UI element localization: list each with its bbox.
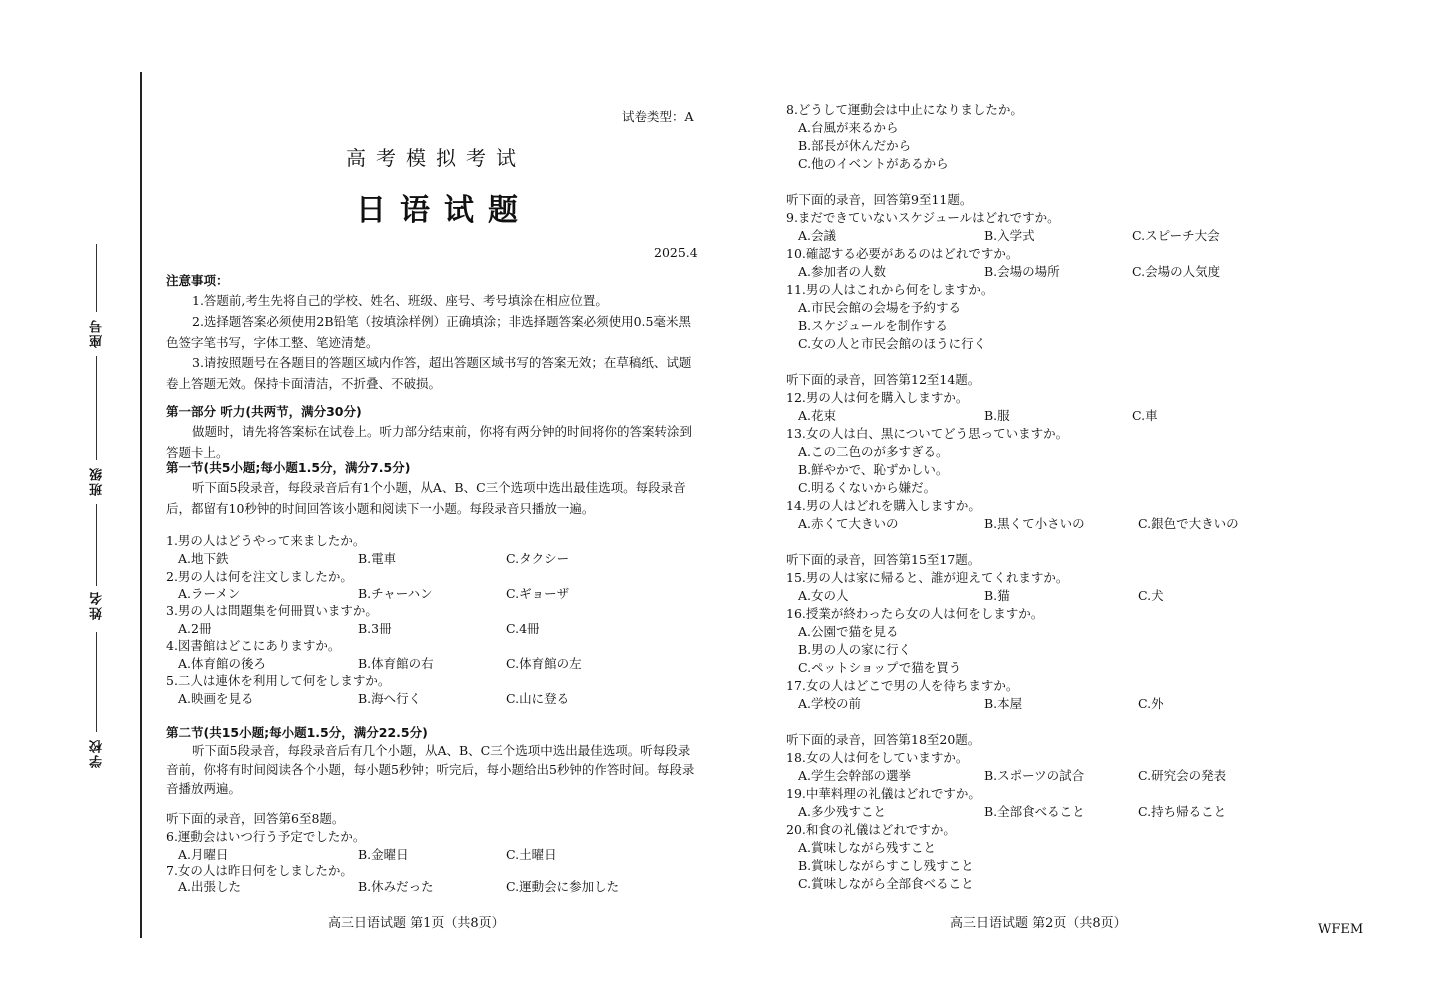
q19-option-c: C.持ち帰ること [1138,804,1227,819]
question-17: 17.女の人はどこで男の人を待ちますか。 [786,678,1019,693]
q18-option-c: C.研究会の発表 [1138,768,1227,783]
question-2: 2.男の人は何を注文しましたか。 [166,569,353,584]
q13-option-c: C.明るくないから嫌だ。 [798,480,937,495]
school-label: 学校 [90,738,105,768]
class-label: 班级 [90,466,105,496]
subject-title: 日语试题 [356,193,532,228]
q6-option-b: B.金曜日 [358,847,409,862]
q11-option-b: B.スケジュールを制作する [798,318,948,333]
q20-option-b: B.賞味しながらすこし残すこと [798,858,974,873]
q18-option-a: A.学生会幹部の選挙 [798,768,912,783]
seat-blank-line [96,244,97,312]
q15-option-a: A.女の人 [798,588,849,603]
q11-option-a: A.市民会館の会場を予約する [798,300,962,315]
q7-option-b: B.休みだった [358,879,434,894]
q9-option-a: A.会議 [798,228,837,243]
q7-option-c: C.運動会に参加した [506,879,620,894]
q11-option-c: C.女の人と市民会館のほうに行く [798,336,987,351]
q13-option-b: B.鮮やかで、恥ずかしい。 [798,462,949,477]
section2-heading: 第二节(共15小题;每小题1.5分，满分22.5分) [166,725,428,740]
notice-heading: 注意事项： [166,273,229,288]
q2-option-b: B.チャーハン [358,586,433,601]
q3-option-c: C.4冊 [506,621,540,636]
notice-item-2: 2.选择题答案必须使用2B铅笔（按填涂样例）正确填涂；非选择题答案必须使用0.5毫米黑色签字笔书写，字体工整、笔迹清楚。 [166,314,691,350]
q16-option-a: A.公園で猫を見る [798,624,899,639]
q14-option-a: A.赤くて大きいの [798,516,899,531]
q1-option-b: B.電車 [358,551,397,566]
q10-option-c: C.会場の人気度 [1132,264,1221,279]
class-blank-line [96,356,97,460]
q14-option-c: C.銀色で大きいの [1138,516,1239,531]
question-9: 9.まだできていないスケジュールはどれですか。 [786,210,1060,225]
section1-heading: 第一节(共5小题;每小题1.5分，满分7.5分) [166,460,411,475]
page-2-footer: 高三日语试题 第2页（共8页） [950,916,1127,931]
question-11: 11.男の人はこれから何をしますか。 [786,282,994,297]
question-5: 5.二人は連休を利用して何をしますか。 [166,673,391,688]
q8-option-a: A.台風が来るから [798,120,899,135]
q10-option-a: A.参加者の人数 [798,264,887,279]
q7-option-a: A.出張した [178,879,242,894]
part1-heading: 第一部分 听力(共两节，满分30分) [166,404,362,419]
q1-option-c: C.タクシー [506,551,570,566]
q20-option-c: C.賞味しながら全部食べること [798,876,974,891]
binding-line [140,72,142,938]
section2-intro: 听下面5段录音，每段录音后有几个小题，从A、B、C三个选项中选出最佳选项。听每段录音前，你将有时间阅读各个小题，每小题5秒钟；听完后，每小题给出5秒钟的作答时间。每段录音播放两遍。 [166,743,695,796]
question-15: 15.男の人は家に帰ると、誰が迎えてくれますか。 [786,570,1069,585]
question-6: 6.運動会はいつ行う予定でしたか。 [166,829,366,844]
paper-type: 试卷类型：A [622,109,694,124]
q4-option-c: C.体育館の左 [506,656,582,671]
q15-option-c: C.犬 [1138,588,1164,603]
notice-item-1: 1.答题前,考生先将自己的学校、姓名、班级、座号、考号填涂在相应位置。 [192,293,608,308]
q17-option-b: B.本屋 [984,696,1023,711]
name-label: 姓名 [90,590,105,620]
q18-option-b: B.スポーツの試合 [984,768,1085,783]
question-16: 16.授業が終わったら女の人は何をしますか。 [786,606,1044,621]
school-blank-line [96,632,97,732]
q3-option-a: A.2冊 [178,621,212,636]
question-18: 18.女の人は何をしていますか。 [786,750,969,765]
q4-option-b: B.体育館の右 [358,656,434,671]
question-3: 3.男の人は問題集を何冊買いますか。 [166,603,378,618]
exam-date: 2025.4 [654,245,698,260]
print-code: WFEM [1318,922,1364,937]
part1-intro: 做题时，请先将答案标在试卷上。听力部分结束前，你将有两分钟的时间将你的答案转涂到答题卡上。 [166,424,693,460]
q12-option-b: B.服 [984,408,1010,423]
question-8: 8.どうして運動会は中止になりましたか。 [786,102,1023,117]
q1-option-a: A.地下鉄 [178,551,229,566]
q19-option-a: A.多少残すこと [798,804,887,819]
q5-option-a: A.映画を見る [178,691,254,706]
q16-option-c: C.ペットショップで猫を買う [798,660,962,675]
group-12-14-prompt: 听下面的录音，回答第12至14题。 [786,372,981,387]
q16-option-b: B.男の人の家に行く [798,642,912,657]
question-4: 4.図書館はどこにありますか。 [166,638,341,653]
question-19: 19.中華料理の礼儀はどれですか。 [786,786,981,801]
group-6-8-prompt: 听下面的录音，回答第6至8题。 [166,811,345,826]
q13-option-a: A.この二色のが多すぎる。 [798,444,949,459]
question-14: 14.男の人はどれを購入しますか。 [786,498,981,513]
name-blank-line [96,504,97,586]
group-15-17-prompt: 听下面的录音，回答第15至17题。 [786,552,981,567]
question-13: 13.女の人は白、黒についてどう思っていますか。 [786,426,1069,441]
exam-name: 高考模拟考试 [346,146,526,170]
page-1-footer: 高三日语试题 第1页（共8页） [328,916,505,931]
group-18-20-prompt: 听下面的录音，回答第18至20题。 [786,732,981,747]
q12-option-c: C.車 [1132,408,1158,423]
question-1: 1.男の人はどうやって来ましたか。 [166,533,366,548]
q6-option-a: A.月曜日 [178,847,229,862]
q3-option-b: B.3冊 [358,621,392,636]
q2-option-a: A.ラーメン [178,586,241,601]
q8-option-c: C.他のイベントがあるから [798,156,949,171]
q5-option-c: C.山に登る [506,691,570,706]
seat-label: 座号 [90,318,105,348]
q5-option-b: B.海へ行く [358,691,422,706]
q8-option-b: B.部長が休んだから [798,138,912,153]
q2-option-c: C.ギョーザ [506,586,570,601]
q9-option-c: C.スピーチ大会 [1132,228,1220,243]
q20-option-a: A.賞味しながら残すこと [798,840,937,855]
group-9-11-prompt: 听下面的录音，回答第9至11题。 [786,192,973,207]
q12-option-a: A.花束 [798,408,837,423]
q10-option-b: B.会場の場所 [984,264,1060,279]
q15-option-b: B.猫 [984,588,1010,603]
q17-option-c: C.外 [1138,696,1164,711]
q9-option-b: B.入学式 [984,228,1035,243]
q19-option-b: B.全部食べること [984,804,1085,819]
q14-option-b: B.黒くて小さいの [984,516,1085,531]
question-7: 7.女の人は昨日何をしましたか。 [166,863,353,878]
notice-item-3: 3.请按照题号在各题目的答题区域内作答，超出答题区域书写的答案无效；在草稿纸、试题卷上答题无效。保持卡面清洁，不折叠、不破损。 [166,355,692,391]
question-10: 10.確認する必要があるのはどれですか。 [786,246,1019,261]
section1-intro: 听下面5段录音，每段录音后有1个小题，从A、B、C三个选项中选出最佳选项。每段录音后，都留有10秒钟的时间回答该小题和阅读下一小题。每段录音只播放一遍。 [166,480,686,516]
q17-option-a: A.学校の前 [798,696,862,711]
question-12: 12.男の人は何を購入しますか。 [786,390,969,405]
q4-option-a: A.体育館の後ろ [178,656,267,671]
q6-option-c: C.土曜日 [506,847,557,862]
question-20: 20.和食の礼儀はどれですか。 [786,822,956,837]
